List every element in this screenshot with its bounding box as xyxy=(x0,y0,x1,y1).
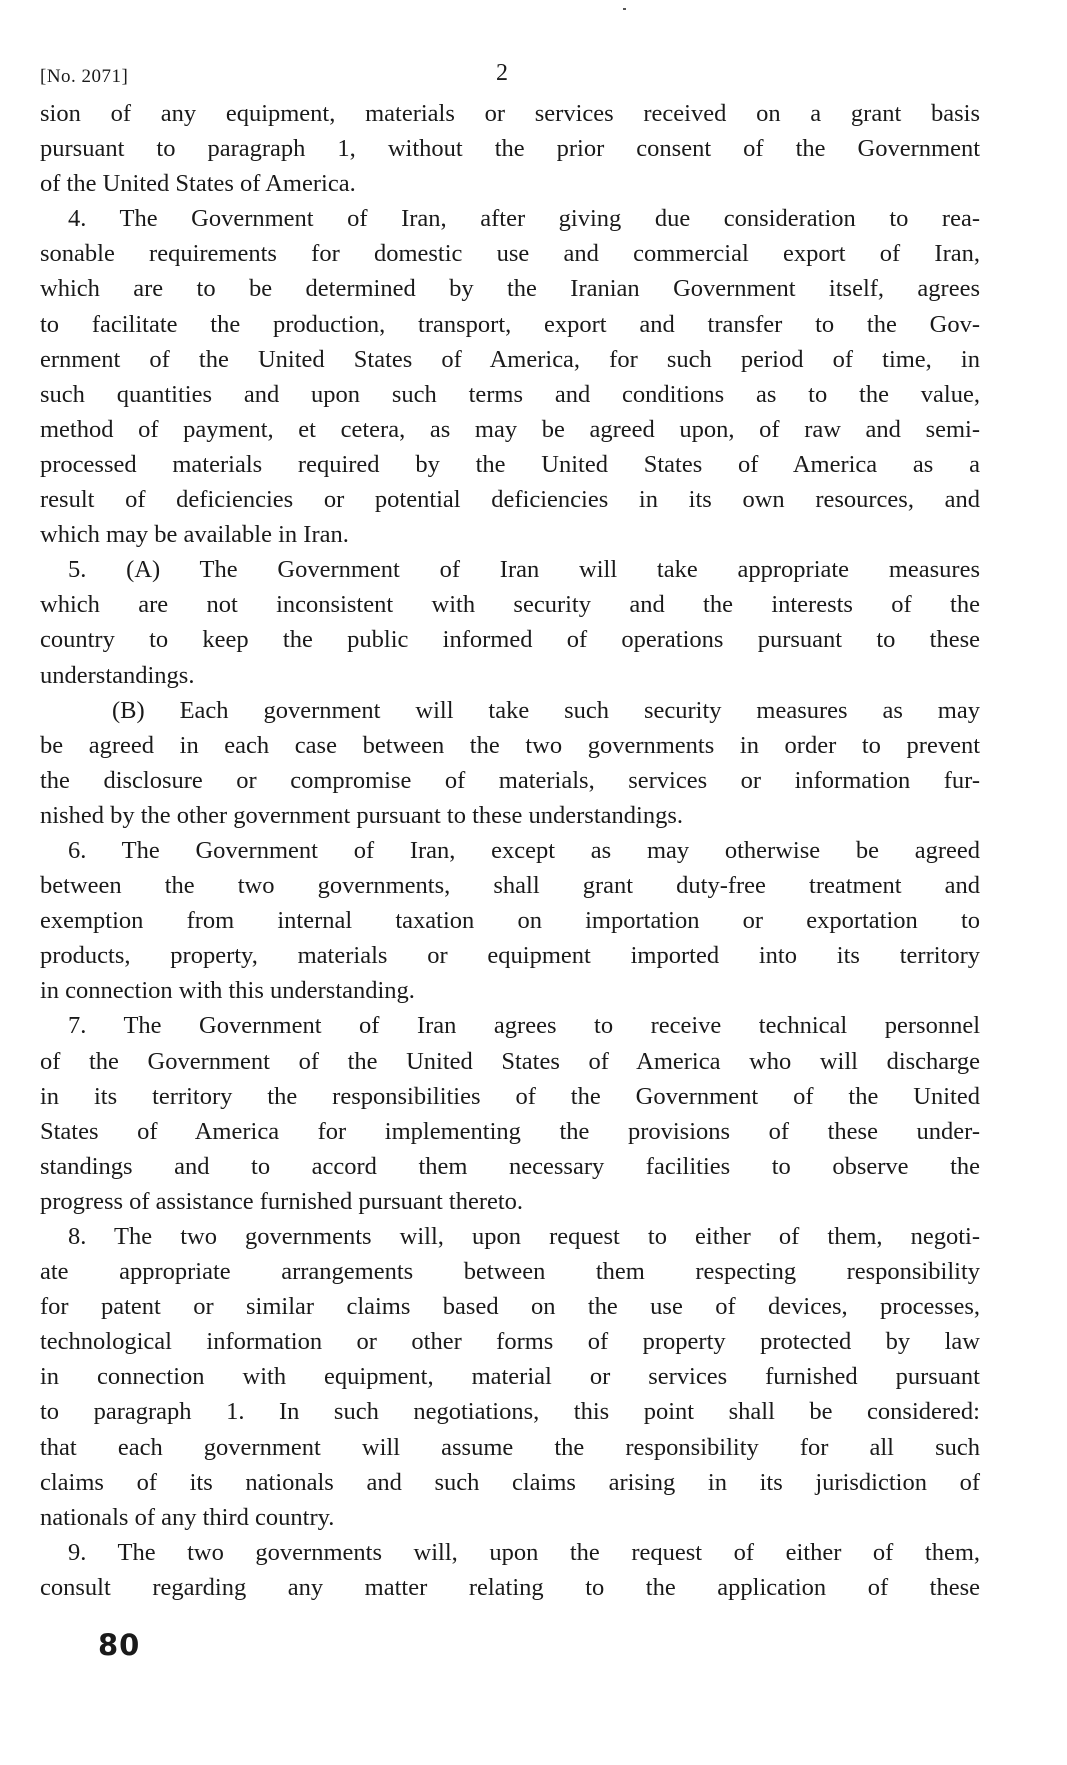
paragraph-5b-start: (B) Each government will take such security measures as may xyxy=(112,696,980,724)
text-line: in connection with this understanding. xyxy=(40,977,415,1005)
text-line: claims of its nationals and such claims arising in its jurisdiction of xyxy=(40,1468,980,1496)
text-line: which may be available in Iran. xyxy=(40,521,349,549)
text-line: products, property, materials or equipment imported into its territory xyxy=(40,942,980,970)
paragraph-5a-start: 5. (A) The Government of Iran will take appropriate measures xyxy=(68,556,980,584)
text-line: technological information or other forms of property protected by law xyxy=(40,1328,980,1356)
text-line: of the Government of the United States of America who will discharge xyxy=(40,1047,980,1075)
text-line: method of payment, et cetera, as may be agreed upon, of raw and semi- xyxy=(40,415,980,443)
text-line: for patent or similar claims based on the use of devices, processes, xyxy=(40,1293,980,1321)
text-line: be agreed in each case between the two governments in order to prevent xyxy=(40,731,980,759)
text-line: result of deficiencies or potential deficiencies in its own resources, and xyxy=(40,486,980,514)
text-line: understandings. xyxy=(40,661,195,689)
text-line: such quantities and upon such terms and conditions as to the value, xyxy=(40,380,980,408)
text-line: ate appropriate arrangements between them respecting responsibility xyxy=(40,1258,980,1286)
text-line: ernment of the United States of America, for such period of time, in xyxy=(40,345,980,373)
text-line: of the United States of America. xyxy=(40,170,356,198)
text-line: which are not inconsistent with security and the interests of the xyxy=(40,591,980,619)
text-line: nished by the other government pursuant to these understandings. xyxy=(40,801,683,829)
sheet-number: 80 xyxy=(98,1628,141,1662)
text-line: nationals of any third country. xyxy=(40,1503,335,1531)
text-line: progress of assistance furnished pursuant thereto. xyxy=(40,1187,524,1215)
text-line: in its territory the responsibilities of the Government of the United xyxy=(40,1082,980,1110)
text-line: country to keep the public informed of operations pursuant to these xyxy=(40,626,980,654)
text-line: pursuant to paragraph 1, without the prior consent of the Government xyxy=(40,135,980,163)
document-page xyxy=(40,60,980,1605)
paragraph-9-start: 9. The two governments will, upon the request of either of them, xyxy=(68,1538,980,1566)
document-number: [No. 2071] xyxy=(40,66,129,87)
text-line: standings and to accord them necessary facilities to observe the xyxy=(40,1152,980,1180)
text-line: in connection with equipment, material or services furnished pursuant xyxy=(40,1363,980,1391)
text-line: sion of any equipment, materials or services received on a grant basis xyxy=(40,100,980,127)
page-header xyxy=(40,60,980,94)
paragraph-6-start: 6. The Government of Iran, except as may otherwise be agreed xyxy=(68,836,980,864)
text-line: to facilitate the production, transport, export and transfer to the Gov- xyxy=(40,310,980,338)
text-line: States of America for implementing the provisions of these under- xyxy=(40,1117,980,1145)
text-line: which are to be determined by the Iranian Government itself, agrees xyxy=(40,275,980,303)
page-number: 2 xyxy=(496,60,508,86)
scan-artifact xyxy=(623,8,626,10)
text-line: processed materials required by the United States of America as a xyxy=(40,450,980,478)
text-line: to paragraph 1. In such negotiations, this point shall be considered: xyxy=(40,1398,980,1426)
text-line: that each government will assume the responsibility for all such xyxy=(40,1433,980,1461)
text-line: sonable requirements for domestic use and commercial export of Iran, xyxy=(40,240,980,268)
paragraph-8-start: 8. The two governments will, upon request to either of them, negoti- xyxy=(68,1223,980,1250)
paragraph-4-start: 4. The Government of Iran, after giving due consideration to rea- xyxy=(68,205,980,233)
text-line: exemption from internal taxation on importation or exportation to xyxy=(40,907,980,935)
text-line: the disclosure or compromise of materials, services or information fur- xyxy=(40,766,980,794)
body-text xyxy=(40,96,980,1605)
text-line: between the two governments, shall grant duty-free treatment and xyxy=(40,872,980,900)
text-line: consult regarding any matter relating to the application of these xyxy=(40,1573,980,1601)
paragraph-7-start: 7. The Government of Iran agrees to receive technical personnel xyxy=(68,1012,980,1040)
